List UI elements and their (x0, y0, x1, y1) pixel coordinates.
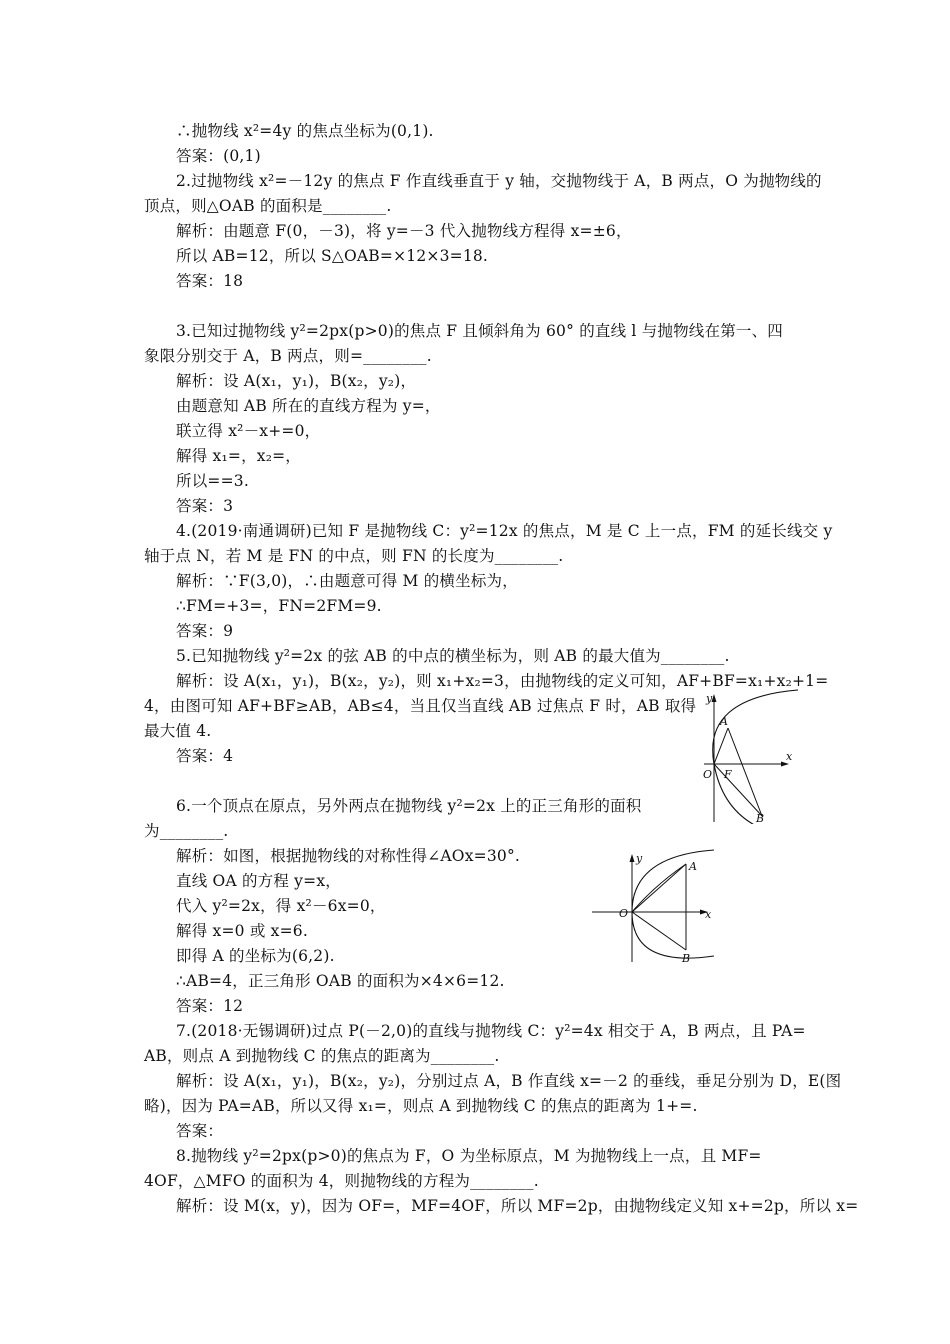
text-line: 3.已知过抛物线 y²=2px(p>0)的焦点 F 且倾斜角为 60° 的直线 l 与抛物线在第一、四 (176, 322, 784, 340)
text-line: 答案：(0,1) (176, 147, 261, 165)
x-axis-label: x (705, 908, 712, 921)
text-line: ∴FM=+3=，FN=2FM=9. (176, 597, 382, 615)
text-line: 解析：设 M(x，y)，因为 OF=，MF=4OF，所以 MF=2p，由抛物线定义知 x+=2p，所以 x= (176, 1197, 859, 1215)
origin-label: O (703, 768, 713, 781)
text-line: 5.已知抛物线 y²=2x 的弦 AB 的中点的横坐标为，则 AB 的最大值为________. (176, 647, 730, 665)
x-axis-label: x (786, 750, 793, 763)
text-line: 所以==3. (176, 472, 249, 490)
text-line: 解得 x=0 或 x=6. (176, 922, 308, 940)
text-line: 解析：设 A(x₁，y₁)，B(x₂，y₂)，分别过点 A，B 作直线 x=－2 的垂线，垂足分别为 D，E(图 (176, 1072, 842, 1090)
point-a-label: A (689, 860, 697, 873)
text-line: 联立得 x²－x+=0， (176, 422, 321, 440)
text-line: 8.抛物线 y²=2px(p>0)的焦点为 F，O 为坐标原点，M 为抛物线上一点，且 MF= (176, 1147, 762, 1165)
triangle-parabola-figure (592, 846, 718, 966)
focus-f-label: F (724, 768, 732, 781)
point-a-label: A (720, 715, 728, 728)
text-line: 答案：9 (176, 622, 234, 640)
text-line: 最大值 4. (144, 722, 212, 740)
text-line: 答案：12 (176, 997, 244, 1015)
point-b-label: B (756, 812, 765, 824)
text-line: 由题意知 AB 所在的直线方程为 y=， (176, 397, 441, 415)
text-line: 4OF，△MFO 的面积为 4，则抛物线的方程为________. (144, 1172, 539, 1190)
text-line: 解析：如图，根据抛物线的对称性得∠AOx=30°. (176, 847, 521, 865)
text-line: 即得 A 的坐标为(6,2). (176, 947, 335, 965)
text-line: 为________. (144, 822, 229, 840)
text-line: 答案：18 (176, 272, 244, 290)
text-line: 轴于点 N，若 M 是 FN 的中点，则 FN 的长度为________. (144, 547, 564, 565)
text-line: 解得 x₁=，x₂=， (176, 447, 302, 465)
text-line: 代入 y²=2x，得 x²－6x=0， (176, 897, 386, 915)
text-line: AB，则点 A 到抛物线 C 的焦点的距离为________. (144, 1047, 500, 1065)
text-line: 2.过抛物线 x²=－12y 的焦点 F 作直线垂直于 y 轴，交抛物线于 A，B 两点，O 为抛物线的 (176, 172, 822, 190)
text-line: 所以 AB=12，所以 S△OAB=×12×3=18. (176, 247, 489, 265)
text-line: 解析：由题意 F(0，－3)，将 y=－3 代入抛物线方程得 x=±6， (176, 222, 632, 240)
text-line: 4，由图可知 AF+BF≥AB，AB≤4，当且仅当直线 AB 过焦点 F 时，AB 取得 (144, 697, 697, 715)
text-line: 解析：设 A(x₁，y₁)，B(x₂，y₂)，则 x₁+x₂=3，由抛物线的定义可知，AF+BF=x₁+x₂+1= (176, 672, 829, 690)
text-line: 答案：3 (176, 497, 234, 515)
text-line: 4.(2019·南通调研)已知 F 是抛物线 C：y²=12x 的焦点，M 是 C 上一点，FM 的延长线交 y (176, 522, 833, 540)
text-line: ∴AB=4，正三角形 OAB 的面积为×4×6=12. (176, 972, 505, 990)
text-line: 解析：∵F(3,0)，∴由题意可得 M 的横坐标为， (176, 572, 518, 590)
text-line: ∴抛物线 x²=4y 的焦点坐标为(0,1). (176, 122, 434, 140)
text-line: 7.(2018·无锡调研)过点 P(－2,0)的直线与抛物线 C：y²=4x 相交于 A，B 两点，且 PA= (176, 1022, 806, 1040)
text-line: 6.一个顶点在原点，另外两点在抛物线 y²=2x 上的正三角形的面积 (176, 797, 642, 815)
text-line: 直线 OA 的方程 y=x， (176, 872, 341, 890)
text-line: 解析：设 A(x₁，y₁)，B(x₂，y₂)， (176, 372, 417, 390)
point-b-label: B (682, 952, 691, 965)
parabola-chord-figure (700, 688, 810, 824)
origin-label: O (619, 907, 629, 920)
text-line: 象限分别交于 A，B 两点，则=________. (144, 347, 432, 365)
text-line: 答案： (176, 1122, 224, 1140)
y-axis-label: y (706, 692, 713, 705)
y-axis-label: y (636, 852, 643, 865)
text-line: 顶点，则△OAB 的面积是________. (144, 197, 392, 215)
text-line: 略)，因为 PA=AB，所以又得 x₁=，则点 A 到抛物线 C 的焦点的距离为 1+=. (144, 1097, 698, 1115)
text-line: 答案：4 (176, 747, 234, 765)
